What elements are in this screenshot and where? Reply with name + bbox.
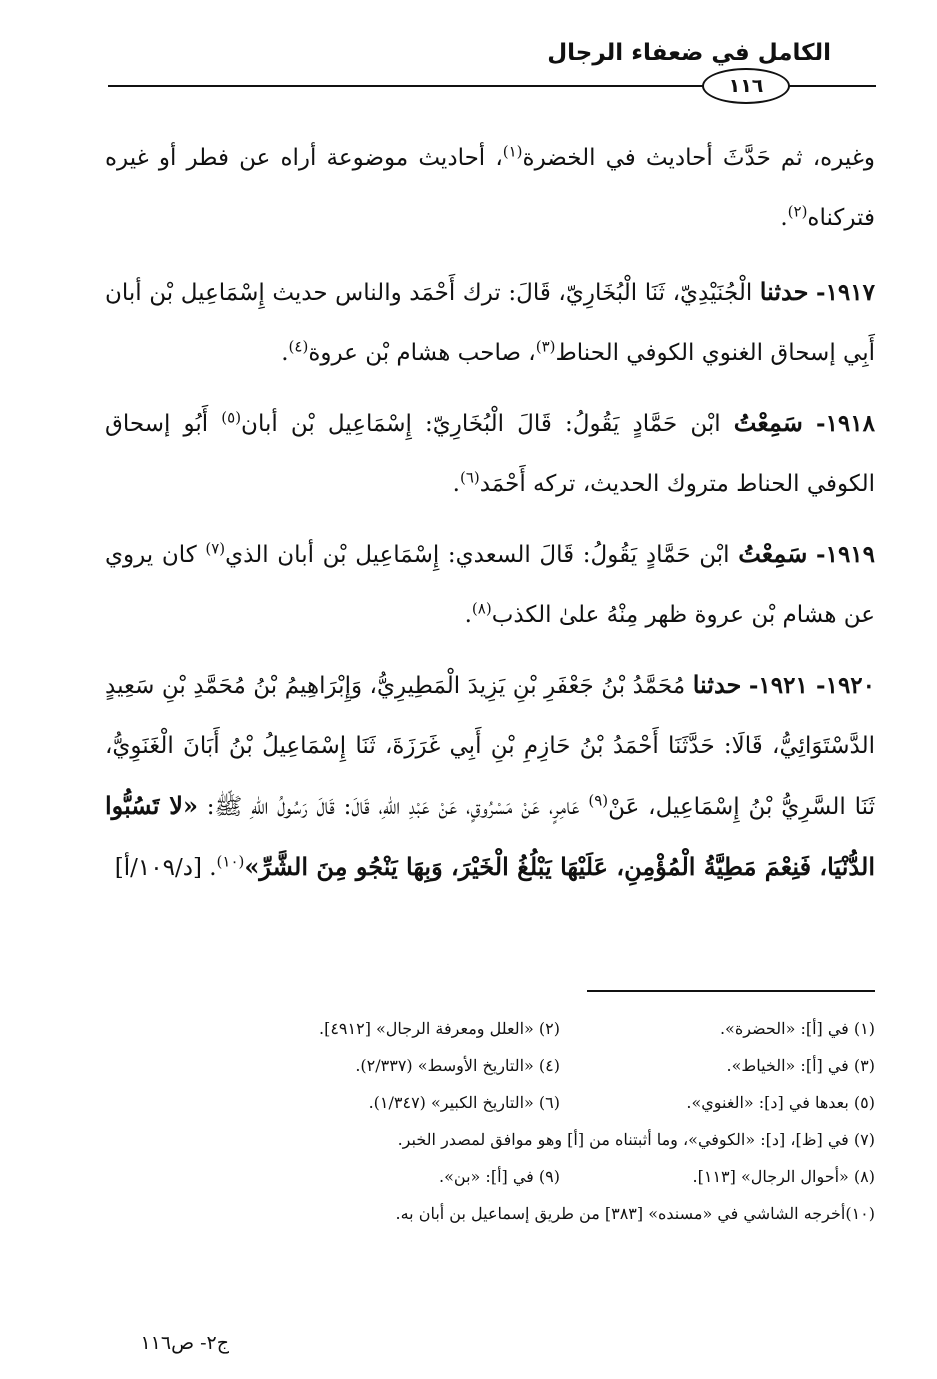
footnote-row [95, 1010, 875, 1047]
text-run: أَبُو إسحاق الكوفي الحناط متروك الحديث، تركه أَحْمَد [105, 411, 875, 497]
page-number: ١١٦ [728, 75, 764, 97]
footnote-3: (٣) في [أ]: «الخياط». [726, 1056, 875, 1075]
footnote-ref: (٣) [535, 337, 556, 356]
entry-1919 [105, 524, 875, 645]
footnote-7: (٧) في [ظ]، [د]: «الكوفي»، وما أثبتناه من [أ] وهو موافق لمصدر الخبر. [397, 1130, 875, 1149]
footnote-rule [587, 990, 875, 992]
narration-keyword: سَمِعْتُ [733, 408, 803, 437]
running-title: الكامل في ضعفاء الرجال [547, 40, 831, 66]
footnote-row [95, 1047, 875, 1084]
entry-1917 [105, 262, 875, 383]
entry-number: ١٩١٨- [816, 410, 875, 437]
narration-keyword: سَمِعْتُ [738, 539, 808, 568]
entry-number: ١٩١٧- [816, 279, 875, 306]
footnote-4: (٤) «التاريخ الأوسط» (٢/٣٣٧). [355, 1056, 560, 1075]
text-run: عَامِرٍ، عَنْ مَسْرُوقٍ، عَنْ عَبْدِ اللهِ، قَالَ: قَالَ رَسُولُ اللهِ ﷺ: [197, 794, 589, 820]
text-run: . [452, 471, 460, 497]
footnote-row [95, 1084, 875, 1121]
footnote-6: (٦) «التاريخ الكبير» (١/٣٤٧). [368, 1093, 560, 1112]
footnote-9: (٩) في [أ]: «بن». [439, 1167, 560, 1186]
footnote-5: (٥) بعدها في [د]: «الغنوي». [686, 1093, 875, 1112]
footnote-ref: (١٠) [216, 852, 245, 871]
text-run: كان يروي عن هشام بْن عروة ظهر مِنْهُ علىٰ الكذب [105, 542, 875, 628]
hadith-text: «لا تَسُبُّوا الدُّنْيَا، فَنِعْمَ مَطِيَّةُ الْمُؤْمِنِ، عَلَيْهَا يَبْلُغُ الْخَيْرَ، وَبِهَا يَنْجُو مِنَ الشَّرِّ» [105, 791, 875, 881]
footnote-8: (٨) «أحوال الرجال» [١١٣]. [692, 1167, 875, 1186]
footnote-ref: (٤) [288, 337, 309, 356]
footnote-ref: (٧) [205, 539, 226, 558]
entry-number: ١٩٢٠- ١٩٢١- [748, 672, 876, 699]
footnote-10: (١٠)أخرجه الشاشي في «مسنده» [٣٨٣] من طريق إسماعيل بن أبان به. [395, 1204, 875, 1223]
text-run: ، أحاديث موضوعة أراه عن فطر أو غيره فتركناه [105, 145, 875, 231]
text-run: . [464, 602, 472, 628]
text-run: ابْن حَمَّادٍ يَقُولُ: قَالَ السعدي: إِسْمَاعِيل بْن أبان الذي [225, 542, 739, 568]
footnotes [95, 1010, 875, 1232]
text-run: . [281, 340, 289, 366]
footnote-2: (٢) «العلل ومعرفة الرجال» [٤٩١٢]. [318, 1019, 560, 1038]
narration-keyword: حدثنا [759, 277, 809, 306]
footnote-row [95, 1158, 875, 1195]
footnote-ref: (٦) [459, 468, 480, 487]
footnote-ref: (٥) [221, 408, 242, 427]
text-run: ابْن حَمَّادٍ يَقُولُ: قَالَ الْبُخَارِيّ: إِسْمَاعِيل بْن أبان [241, 411, 734, 437]
text-run: . [د/١٠٩/أ] [114, 855, 217, 881]
text-run: الْجُنَيْدِيّ، ثَنَا الْبُخَارِيّ، قَالَ: ترك أَحْمَد والناس حديث إِسْمَاعِيل بْن أبان أَبِي إسحاق الغنوي الكوفي الحناط [105, 280, 875, 366]
page-number-badge [702, 68, 790, 104]
footnote-ref: (٢) [787, 202, 808, 221]
footnote-ref: (١) [502, 142, 523, 161]
volume-page-reference: ج٢- ص١١٦ [140, 1332, 229, 1354]
text-run: ، صاحب هشام بْن عروة [308, 340, 536, 366]
text-run: مُحَمَّدُ بْنُ جَعْفَرِ بْنِ يَزِيدَ الْمَطِيرِيُّ، وَإِبْرَاهِيمُ بْنُ مُحَمَّدِ بْنِ سَعِيدٍ الدَّسْتَوَائِيُّ، قَالَا: حَدَّثَنَا أَحْمَدُ بْنُ حَازِمِ بْنِ أَبِي غَرَزَةَ، ثَنَا إِسْمَاعِيلُ بْنُ أَبَانَ الْغَنَوِيُّ، ثَنَا السَّرِيُّ بْنُ إِسْمَاعِيل، عَنْ [105, 673, 875, 820]
footnote-1: (١) في [أ]: «الحضرة». [719, 1019, 875, 1038]
main-text [105, 128, 875, 908]
entry-1918 [105, 393, 875, 514]
text-run: وغيره، ثم حَدَّثَ أحاديث في الخضرة [522, 145, 875, 171]
narration-keyword: حدثنا [692, 670, 742, 699]
footnote-ref: (٩) [588, 791, 609, 810]
text-run: . [780, 205, 788, 231]
footnote-ref: (٨) [471, 599, 492, 618]
paragraph-1 [105, 128, 875, 248]
entry-1920-1921 [105, 655, 875, 898]
entry-number: ١٩١٩- [816, 541, 876, 568]
